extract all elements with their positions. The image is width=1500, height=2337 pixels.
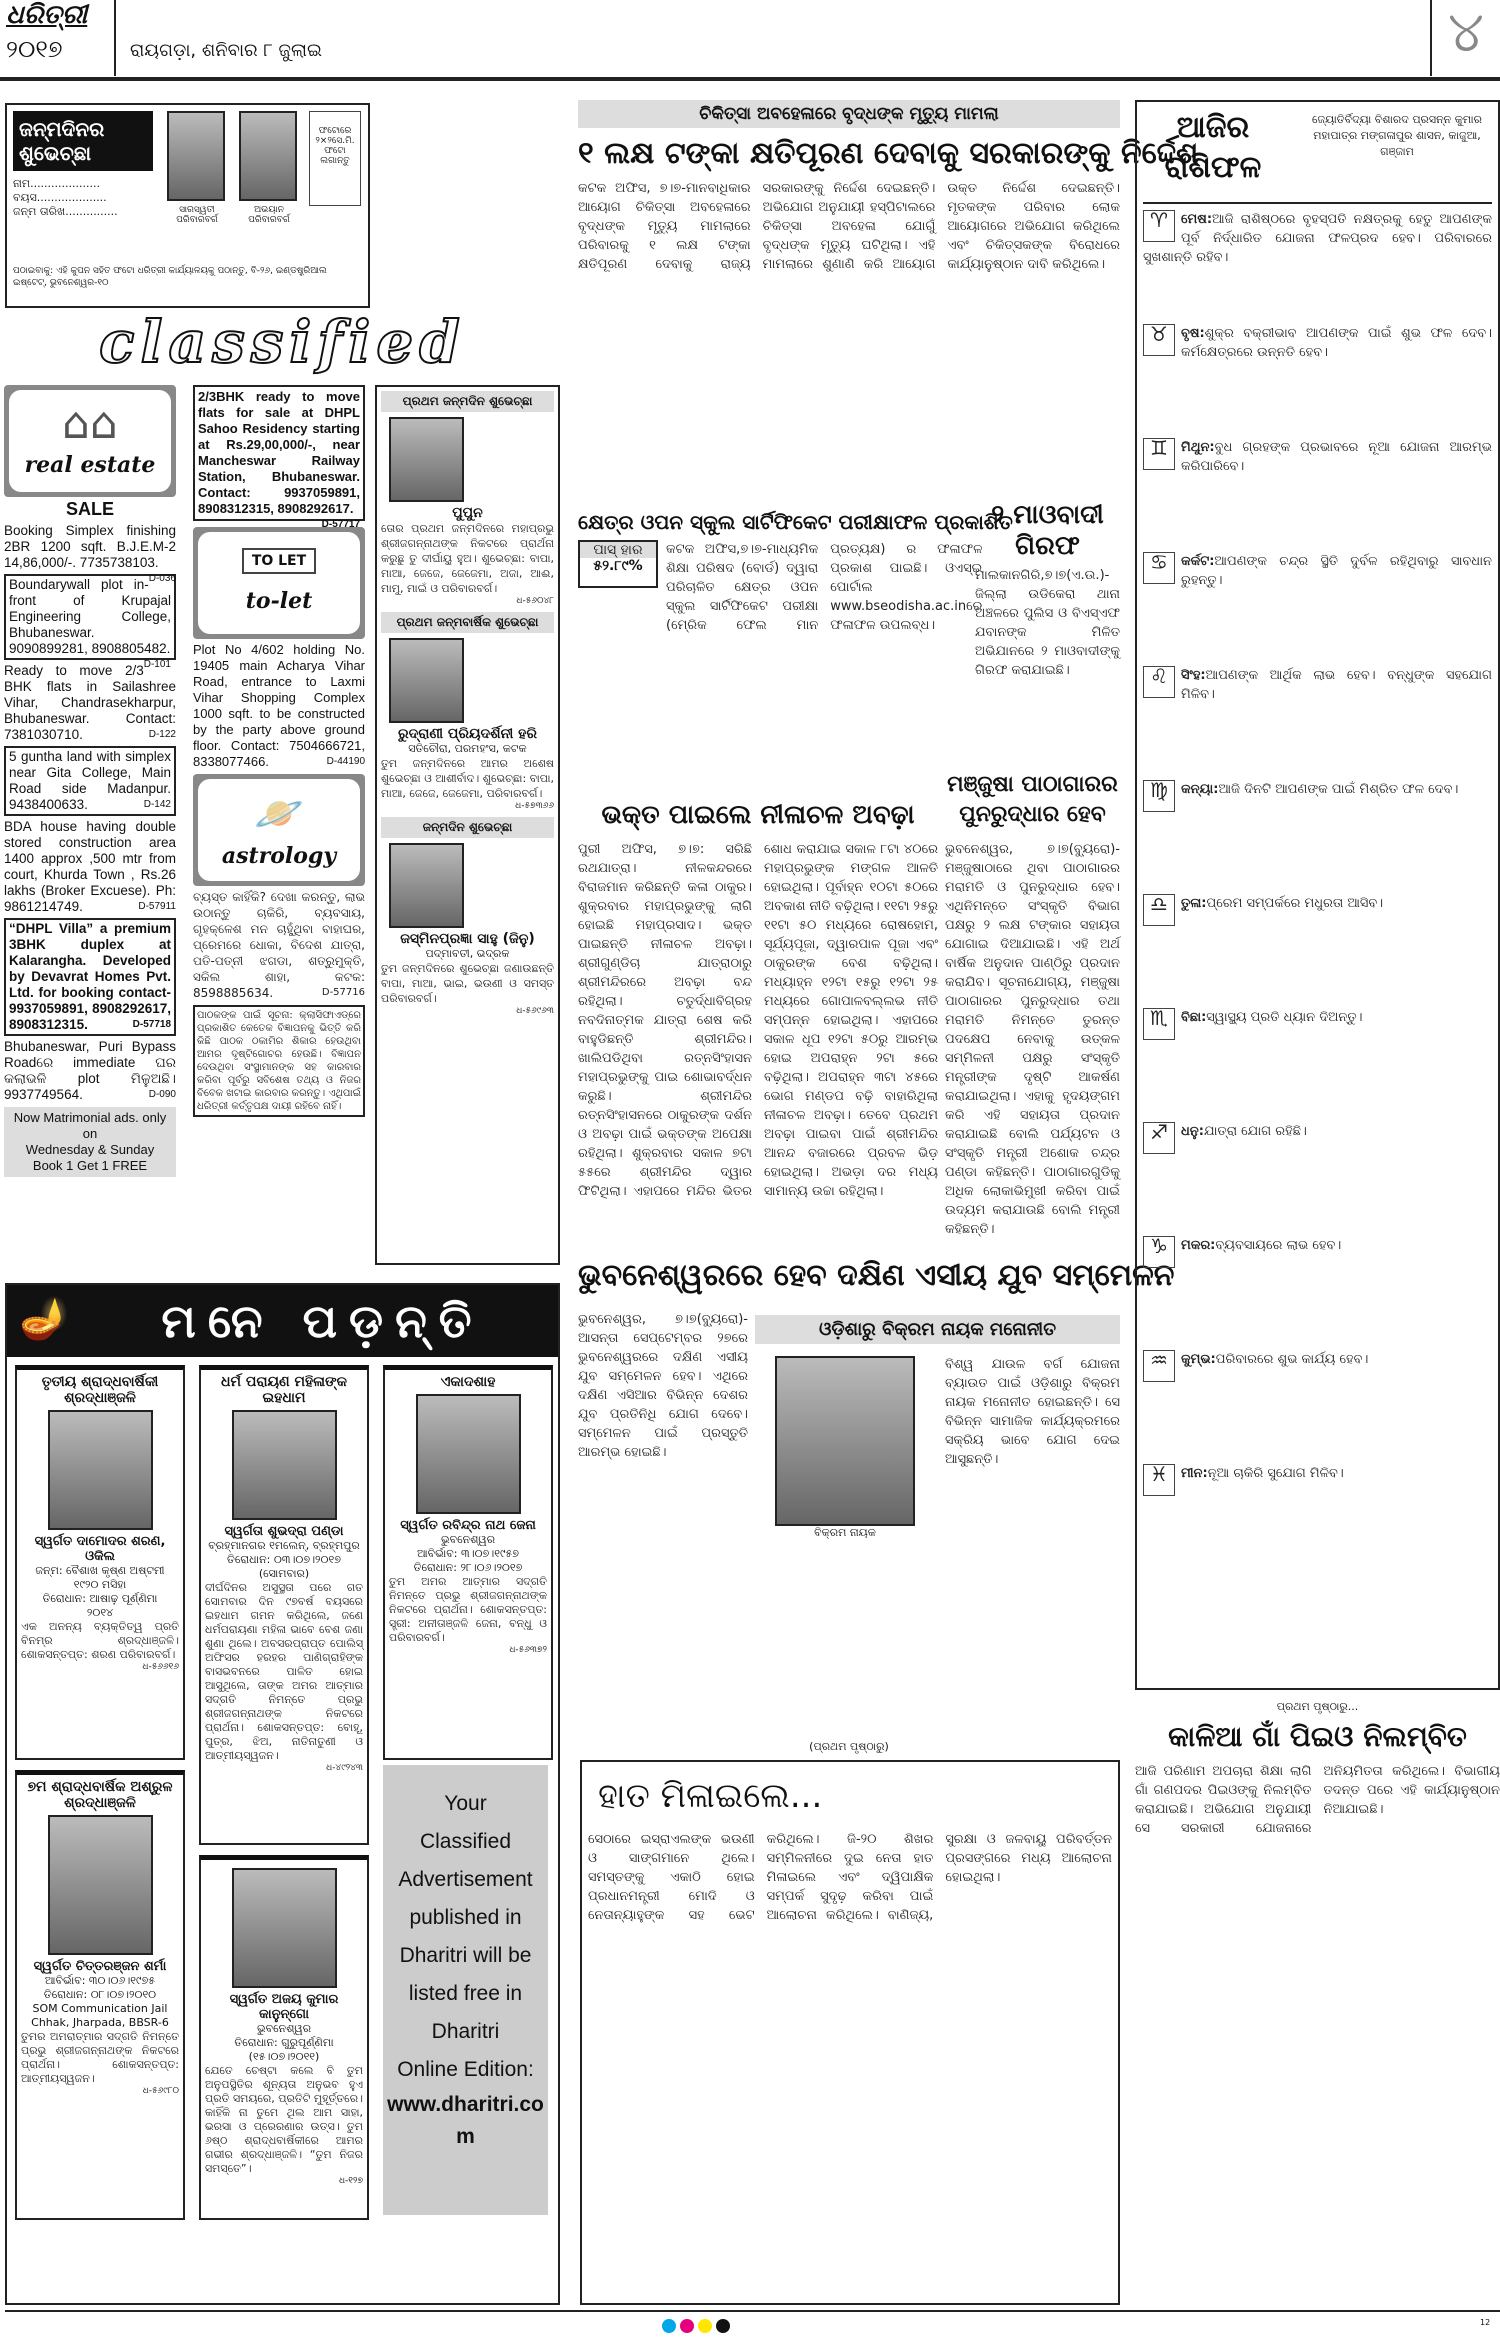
- story-body: କଟକ ଅଫିସ, ୭।୭-ମାନବାଧିକାର ଆୟୋଗ ଚିକିତ୍ସା ଅବହେଳାରେ ବୃଦ୍ଧଙ୍କ ମୃତ୍ୟୁ ମାମଲାରେ ପରିବାରକୁ ୧ ଲକ୍ଷ ଟଙ୍କା କ୍ଷତିପୂରଣ ଦେବାକୁ ରାଜ୍ୟ ସରକାରଙ୍କୁ ନିର୍ଦ୍ଦେଶ ଦେଇଛନ୍ତି। ଅଭିଯୋଗ ଅନୁଯାୟୀ ହସ୍ପିଟାଲରେ ଚିକିତ୍ସା ଅବହେଳା ଯୋଗୁଁ ବୃଦ୍ଧଙ୍କ ମୃତ୍ୟୁ ଘଟିଥିଲା। ଏହି ମାମଲାରେ ଶୁଣାଣି କରି ଆୟୋଗ ଉକ୍ତ ନିର୍ଦ୍ଦେଶ ଦେଇଛନ୍ତି। ମୃତକଙ୍କ ପରିବାର ଲୋକ ଆୟୋଗରେ ଅଭିଯୋଗ କରିଥିଲେ ଏବଂ ଚିକିତ୍ସକଙ୍କ ବିରୋଧରେ କାର୍ଯ୍ୟାନୁଷ୍ଠାନ ଦାବି କରିଥିଲେ।: [578, 181, 1120, 272]
- greeting-place: ସତିଚୌରା, ପରମହଂସ, କଟକ: [408, 742, 527, 755]
- rashi-entry: [1143, 1122, 1492, 1222]
- memorial-text: ଏକ ଅନନ୍ୟ ବ୍ୟକ୍ତିତ୍ୱ ପ୍ରତି ବିନମ୍ର ଶ୍ରଦ୍ଧାଞ୍ଜଳି। ଶୋକସନ୍ତପ୍ତ: ଶରଣ ପରିବାରବର୍ଗ।: [21, 1620, 179, 1661]
- memorial-line: ତିରୋଧାନ: ୨୮।୦୬।୨୦୧୭: [413, 1561, 523, 1574]
- story-kicker: ଚିକିତ୍ସା ଅବହେଳାରେ ବୃଦ୍ଧଙ୍କ ମୃତ୍ୟୁ ମାମଲା: [578, 100, 1120, 128]
- note-line: Wednesday & Sunday: [25, 1142, 155, 1157]
- story-body: ଭୁବନେଶ୍ୱର, ୭।୭(ବ୍ୟୁରୋ)- ଆସନ୍ତା ସେପ୍ଟେମ୍ବର ୨୭ରେ ଭୁବନେଶ୍ୱରରେ ଦକ୍ଷିଣ ଏସୀୟ ଯୁବ ସମ୍ମେଳନ ହେବ। ଏଥିରେ ଦକ୍ଷିଣ ଏସିଆର ବିଭିନ୍ନ ଦେଶର ଯୁବ ପ୍ରତିନିଧି ଯୋଗ ଦେବେ। ସମ୍ମେଳନ ପାଇଁ ପ୍ରସ୍ତୁତି ଆରମ୍ଭ ହୋଇଛି।: [578, 1312, 748, 1460]
- planet-icon: 🪐: [254, 791, 304, 837]
- zodiac-text: ପ୍ରେମ ସମ୍ପର୍କରେ ମଧୁରତା ଆସିବ।: [1206, 896, 1384, 911]
- real-estate-tile: [4, 385, 176, 497]
- zodiac-name: ବିଛା:: [1181, 1010, 1207, 1025]
- zodiac-name: ମିଥୁନ:: [1181, 440, 1215, 455]
- memorial-line: (୧୫।୦୭।୨୦୧୧): [248, 2050, 320, 2063]
- greeting-text: ତୁମ ଜନ୍ମଦିନରେ ଶୁଭେଚ୍ଛା ଜଣାଉଛନ୍ତି ବାପା, ମାଆ, ଭାଇ, ଭଉଣୀ ଓ ସମସ୍ତ ପରିବାରବର୍ଗ।: [381, 962, 554, 1005]
- masthead-logo: ଧରିତ୍ରୀ: [6, 0, 88, 30]
- zodiac-icon: ♎: [1143, 894, 1175, 926]
- memorial-name: ସ୍ୱର୍ଗତ ଅଜୟ କୁମାର କାନୁନ୍‌ଗୋ: [229, 1992, 339, 2022]
- real-estate-label: real estate: [24, 452, 156, 478]
- portrait-photo: [232, 1410, 337, 1520]
- story-headline: ୧ ଲକ୍ଷ ଟଙ୍କା କ୍ଷତିପୂରଣ ଦେବାକୁ ସରକାରଙ୍କୁ ନିର୍ଦ୍ଦେଶ: [578, 136, 1199, 171]
- promo-line: Dharitri will be: [399, 1944, 532, 1967]
- nominee-story: [755, 1315, 1120, 1540]
- greeting-card: [381, 391, 554, 606]
- zodiac-name: ମେଷ:: [1181, 212, 1213, 227]
- ad-text: “DHPL Villa” a premium 3BHK duplex at Kalarangha. Developed by Devavrat Homes Pvt. Ltd. for booking contact- 9937059891, 8908292617, 8908312315.: [9, 921, 171, 1032]
- ad-code: ଧ-୫୭୩୬୬: [515, 801, 554, 811]
- classified-ad: [193, 889, 365, 1001]
- cyan-mark: [662, 2319, 676, 2333]
- ad-text: 2/3BHK ready to move flats for sale at DHPL Sahoo Residency starting at Rs.29,00,000/-, near Mancheswar Railway Station, Bhubaneswar. Contact: 9937059891, 8908312315, 8908292617.: [198, 389, 360, 516]
- story-headline: ଓଡ଼ିଶାରୁ ବିକ୍ରମ ନାୟକ ମନୋନୀତ: [755, 1315, 1120, 1344]
- yellow-mark: [698, 2319, 712, 2333]
- rashi-entry: [1143, 1008, 1492, 1108]
- portrait-photo: [48, 1815, 153, 1955]
- zodiac-icon: ♉: [1143, 324, 1175, 356]
- nominee-photo: [775, 1356, 915, 1526]
- memorial-text: ଯେତେ ଚେଷ୍ଟା କଲେ ବି ତୁମ ଅନୁପସ୍ଥିତିର ଶୂନ୍ୟତା ଅନୁଭବ ହୁଏ ପ୍ରତି ସମୟରେ, ପ୍ରତିଟି ମୁହୂର୍ତ୍ତରେ। କାହିଁକି ନା ତୁମେ ଥିଲ ଆମ ସାହା, ଭରସା ଓ ପ୍ରେରଣାର ଉତ୍ସ। ତୁମ ୬ଷ୍ଠ ଶ୍ରାଦ୍ଧବାର୍ଷିକୀରେ ଆମର ଗଭୀର ଶ୍ରଦ୍ଧାଞ୍ଜଳି। “ତୁମ ନିଜର ସମସ୍ତେ”।: [205, 2064, 363, 2175]
- classified-ad: [4, 746, 176, 816]
- memorial-line: ଆବିର୍ଭାବ: ୩୦।୦୬।୧୯୭୫: [44, 1974, 156, 1987]
- story-body: ଆଜି ପରିଣାମ ଅପଚାରା ଶିକ୍ଷା ଲାଗି ଗାଁ ଗଣପଦର ପିଇଓଙ୍କୁ ନିଲମ୍ବିତ କରାଯାଇଛି। ଅଭିଯୋଗ ଅନୁଯାୟୀ ସେ ସରକାରୀ ଯୋଜନାରେ ଅନିୟମିତତା କରିଥିଲେ। ବିଭାଗୀୟ ତଦନ୍ତ ପରେ ଏହି କାର୍ଯ୍ୟାନୁଷ୍ଠାନ ନିଆଯାଇଛି।: [1135, 1764, 1500, 1836]
- photo-label: ଅଭୟାନ ପରିବାରବର୍ଗ: [248, 205, 290, 225]
- ad-code: ଧ-୫୬୬୧୬: [142, 1662, 179, 1672]
- story-body: ମାଲକାନଗିରି,୭।୭(ଏ.ଉ.)- ଜିଲ୍ଲା ଉଡିକେରା ଥାନା ଅଞ୍ଚଳରେ ପୁଲିସ ଓ ବିଏସ୍ଏଫ ଯବାନଙ୍କ ମିଳିତ ଅଭିଯାନରେ ୨ ମାଓବାଦୀଙ୍କୁ ଗିରଫ କରାଯାଇଛି।: [975, 568, 1120, 678]
- zodiac-name: କୁମ୍ଭ:: [1181, 1352, 1216, 1367]
- to-let-sign-icon: TO LET: [242, 548, 316, 574]
- manjusha-story: [945, 770, 1120, 830]
- zodiac-name: ସିଂହ:: [1181, 668, 1206, 683]
- to-let-label: to-let: [245, 588, 313, 614]
- memorial-line: (ସୋମବାର): [258, 1567, 310, 1580]
- birthday-fields: [13, 177, 153, 219]
- mane-padanti: [5, 1283, 560, 2305]
- edition-year: ୨୦୧୭: [6, 35, 63, 63]
- memorial-line: ତିରୋଧାନ: ଗୁରୁପୂର୍ଣ୍ଣିମା: [234, 2036, 334, 2049]
- memorial-name: ସ୍ୱର୍ଗତ ଚିତ୍ତରଞ୍ଜନ ଶର୍ମା: [33, 1959, 167, 1974]
- greeting-card: [381, 817, 554, 1016]
- ad-code: ଧ-୫୬୩୭୨: [509, 1645, 547, 1655]
- classified-ad: [193, 642, 365, 770]
- memorial-line: ତିରୋଧାନ: ଆଷାଢ଼ ପୂର୍ଣ୍ଣିମା: [42, 1592, 158, 1605]
- banner-title: ମନେ ପଡ଼ନ୍ତି: [161, 1294, 484, 1348]
- rashi-entry: [1143, 780, 1492, 880]
- classified-ad: [193, 385, 365, 530]
- story-body: ସେଠାରେ ଇସ୍ରାଏଲଙ୍କ ଭଉଣୀ ଓ ସାଙ୍ଗମାନେ ଥିଲେ। ସମସ୍ତଙ୍କୁ ଏକାଠି ହୋଇ ପ୍ରଧାନମନ୍ତ୍ରୀ ମୋଦି ଓ ନେତାନ୍ୟାହୁଙ୍କ ସହ ଭେଟ କରିଥିଲେ। ଜି-୨୦ ଶିଖର ସମ୍ମିଳନୀରେ ଦୁଇ ନେତା ହାତ ମିଳାଇଲେ ଏବଂ ଦ୍ୱିପାକ୍ଷିକ ସମ୍ପର୍କ ସୁଦୃଢ଼ କରିବା ପାଇଁ ଆଲୋଚନା କରିଥିଲେ। ବାଣିଜ୍ୟ, ସୁରକ୍ଷା ଓ ଜଳବାୟୁ ପରିବର୍ତ୍ତନ ପ୍ରସଙ୍ଗରେ ମଧ୍ୟ ଆଲୋଚନା ହୋଇଥିଲା।: [588, 1832, 1112, 1923]
- zodiac-icon: ♓: [1143, 1464, 1175, 1496]
- birthday-title: ଜନ୍ମଦିନର ଶୁଭେଚ୍ଛା: [13, 111, 153, 171]
- child-photo: [389, 417, 464, 502]
- greeting-name: ରୁଦ୍ରାଣୀ ପ୍ରିୟଦର୍ଶିନୀ ହରି: [398, 726, 537, 742]
- reader-notice: ପାଠକଙ୍କ ପାଇଁ ସୂଚନା: କ୍ଲାସିଫାଏଡ୍‌ରେ ପ୍ରକାଶିତ କେତେକ ବିଜ୍ଞାପନକୁ ଭିତ୍ତି କରି କିଛି ପାଠକ ଠକାମିର ଶିକାର ହେଉଥିବା ଆମର ଦୃଷ୍ଟିଗୋଚର ହେଉଛି। ବିଜ୍ଞାପନ ଦେଉଥିବା ସଂସ୍ଥାମାନଙ୍କ ସହ କାରବାର କରିବା ପୂର୍ବରୁ ସବିଶେଷ ତଥ୍ୟ ଓ ନିଜର ବିବେକ ଖଟାଇ କାରବାର କରନ୍ତୁ। ଏଥିପାଇଁ ଧରିତ୍ରୀ କର୍ତ୍ତୃପକ୍ଷ ଦାୟୀ ରହିବେ ନାହିଁ।: [193, 1005, 365, 1117]
- rashi-entry: [1143, 894, 1492, 994]
- header-rule: [0, 77, 1500, 81]
- zodiac-text: ଯାତ୍ରା ଯୋଗ ରହିଛି।: [1203, 1124, 1307, 1139]
- promo-line: listed free in: [408, 1982, 523, 2005]
- memorial-card: [15, 1770, 185, 2220]
- story-body: ବିଶ୍ୱ ଯାଉଳ ବର୍ଗ ଯୋଜନା ବ୍ୟାଉତ ପାଇଁ ଓଡ଼ିଶାରୁ ବିକ୍ରମ ନାୟକ ମନୋନୀତ ହୋଇଛନ୍ତି। ସେ ବିଭିନ୍ନ ସାମାଜିକ କାର୍ଯ୍ୟକ୍ରମରେ ସକ୍ରିୟ ଭାବେ ଯୋଗ ଦେଇ ଆସୁଛନ୍ତି।: [945, 1357, 1120, 1467]
- footer-rule: [5, 2310, 1500, 2312]
- masthead: [6, 0, 116, 76]
- child-photo: [167, 111, 225, 201]
- story-headline: ହାତ ମିଳାଇଲେ...: [598, 1776, 823, 1816]
- memorial-card: [199, 1855, 369, 2220]
- ad-code: D-036: [148, 573, 176, 584]
- zodiac-name: ମକର:: [1181, 1238, 1216, 1253]
- greeting-title: ପ୍ରଥମ ଜନ୍ମଦିନ ଶୁଭେଚ୍ଛା: [381, 391, 554, 412]
- maoist-story: [975, 500, 1120, 766]
- birthday-coupon: [5, 103, 370, 308]
- kalia-story: [1135, 1720, 1500, 2302]
- memorial-name: ସ୍ୱର୍ଗତ ଦାମୋଦର ଶରଣ, ଓକିଲ: [34, 1534, 166, 1564]
- age-field: ବୟସ....................: [13, 191, 107, 204]
- page-number: ୪: [1430, 0, 1500, 76]
- memorial-line: ଜନ୍ମ: ବୈଶାଖ କୃଷ୍ଣ ଅଷ୍ଟମୀ: [35, 1564, 165, 1577]
- name-field: ନାମ....................: [13, 177, 101, 190]
- lamp-icon: 🪔: [19, 1296, 69, 1342]
- ad-text: Bhubaneswar, Puri Bypass Roadରେ immediate ଘର କଲାଭଳି plot ମିଳୁଅଛି। 9937749564.: [4, 1039, 176, 1102]
- portrait-photo: [416, 1394, 521, 1514]
- abadha-body: ପୁରୀ ଅଫିସ, ୭।୭: ସରିଛି ରଥଯାତ୍ରା। ନୀଳକନ୍ଦରରେ ବିରାଜମାନ କରିଛନ୍ତି କଳା ଠାକୁର। ଶୁକ୍ରବାର ମହାପ୍ରଭୁଙ୍କୁ ଲାଗି ହୋଇଛି ମହାପ୍ରସାଦ। ଭକ୍ତ ପାଇଛନ୍ତି ନୀଳାଚଳ ଅବଢ଼ା। ଶ୍ରୀଗୁଣ୍ଡିଚା ଯାତ୍ରାଠାରୁ ଶ୍ରୀମନ୍ଦିରରେ ଅବଢ଼ା ବନ୍ଦ ରହିଥିଲା। ଚତୁର୍ଦ୍ଧାବିଗ୍ରହ ନବଦିନାତ୍ମକ ଯାତ୍ରା ଶେଷ କରି ବାହୁଡିଛନ୍ତି ଶ୍ରୀମନ୍ଦିର। ଖାଲିପଡିଥିବା ରତ୍ନସିଂହାସନ ମହାପ୍ରଭୁଙ୍କୁ ପାଇ ଶୋଭାବର୍ଦ୍ଧନ କରୁଛି। ଶ୍ରୀମନ୍ଦିର ରତ୍ନସିଂହାସନରେ ଠାକୁରଙ୍କ ଦର୍ଶନ ଓ ଅବଢ଼ା ପାଇଁ ଭକ୍ତଙ୍କ ଅପେକ୍ଷା ରହିଥିଲା। ଶୁକ୍ରବାର ସକାଳ ୭ଟା ୫୫ରେ ଶ୍ରୀମନ୍ଦିର ଦ୍ୱାର ଫିଟିଥିଲା। ଏହାପରେ ମନ୍ଦିର ଭିତର ଶୋଧ କରାଯାଇ ସକାଳ ୮ଟା ୪୦ରେ ମହାପ୍ରଭୁଙ୍କ ମଙ୍ଗଳ ଆଳତି ହୋଇଥିଲା। ପୂର୍ବାହ୍ନ ୧୦ଟା ୫୦ରେ ଅବକାଶ ନୀତି ବଢ଼ିଥିଲା। ୧୧ଟା ୨୫ରୁ ୧୧ଟା ୫୦ ମଧ୍ୟରେ ରୋଷହୋମ, ସୂର୍ଯ୍ୟପୂଜା, ଦ୍ୱାରପାଳ ପୂଜା ଏବଂ ଠାକୁରଙ୍କ ବେଶ ବଢ଼ିଥିଲା। ମଧ୍ୟାହ୍ନ ୧୨ଟା ୧୫ରୁ ୧୨ଟା ୨୫ ମଧ୍ୟରେ ଗୋପାଳବଲ୍ଲଭ ନୀତି ସମ୍ପନ୍ନ ହୋଇଥିଲା। ଏହାପରେ ସକାଳ ଧୂପ ୧୨ଟା ୫୦ରୁ ଆରମ୍ଭ ହୋଇ ଅପରାହ୍ନ ୨ଟା ୫ରେ ବଢ଼ିଥିଲା। ଅପରାହ୍ନ ୩ଟା ୪୫ରେ ଭୋଗ ମଣ୍ଡପ ବଢ଼ି ବାହାରିଥିଲା ନୀଳାଚଳ ଅବଢ଼ା। ତେବେ ପ୍ରଥମ ଅବଢ଼ା ପାଇବା ପାଇଁ ଶ୍ରୀମନ୍ଦିର ଆନନ୍ଦ ବଜାରରେ ପ୍ରବଳ ଭିଡ଼ ହୋଇଥିଲା। ଅଭଡ଼ା ଦର ମଧ୍ୟ ସାମାନ୍ୟ ଉଚ୍ଚା ରହିଥିଲା।: [578, 842, 938, 1199]
- rashi-entry: [1143, 210, 1492, 310]
- ad-code: D-57716: [321, 987, 365, 998]
- memorial-text: ତୁମ ଅମର ଆତ୍ମାର ସଦ୍‌ଗତି ନିମନ୍ତେ ପ୍ରଭୁ ଶ୍ରୀଜଗନ୍ନାଥଙ୍କ ନିକଟରେ ପ୍ରାର୍ଥନା। ଶୋକସନ୍ତପ୍ତ: ସ୍ତ୍ରୀ: ଅନୀତାଞ୍ଜଳି ଜେନା, ବନ୍ଧୁ ଓ ପରିବାରବର୍ଗ।: [389, 1575, 547, 1644]
- memorial-line: ତିରୋଧାନ: ୦୮।୦୭।୨୦୧୦: [43, 1988, 157, 2001]
- zodiac-text: ବୁଧ ଗ୍ରହଙ୍କ ପ୍ରଭାବରେ ନୂଆ ଯୋଜନା ଆରମ୍ଭ କରିପାରିବେ।: [1181, 440, 1492, 474]
- zodiac-text: ନୂଆ ଚାକିରି ସୁଯୋଗ ମିଳିବ।: [1207, 1466, 1344, 1481]
- zodiac-text: ଶୁକ୍ର ବକ୍ରୀଭାବ ଆପଣଙ୍କ ପାଇଁ ଶୁଭ ଫଳ ଦେବ। କର୍ମକ୍ଷେତ୍ରରେ ଉନ୍ନତି ହେବ।: [1181, 326, 1492, 360]
- zodiac-icon: ♍: [1143, 780, 1175, 812]
- astrology-tile: [193, 774, 365, 886]
- rashi-entry: [1143, 1236, 1492, 1336]
- note-line: Now Matrimonial ads. only on: [13, 1110, 167, 1141]
- rashifal: [1135, 100, 1500, 1690]
- story-body: ଭୁବନେଶ୍ୱର, ୭।୭(ବ୍ୟୁରୋ)- ମଞ୍ଜୁଷାଠାରେ ଥିବା ପାଠାଗାରର ମରାମତି ଓ ପୁନରୁଦ୍ଧାର ହେବ। ଏଥିନିମନ୍ତେ ସଂସ୍କୃତି ବିଭାଗ ପକ୍ଷରୁ ୨ ଲକ୍ଷ ଟଙ୍କାର ସହାୟତା ଯୋଗାଇ ଦିଆଯାଇଛି। ଏହି ଅର୍ଥ ବାର୍ଷିକ ଅନୁଦାନ ପାଣ୍ଠିରୁ ପ୍ରଦାନ କରାଯିବ। ସୂଚନାଯୋଗ୍ୟ, ମଞ୍ଜୁଷା ପାଠାଗାରର ପୁନରୁଦ୍ଧାର ତଥା ମରାମତି ନିମନ୍ତେ ତୁରନ୍ତ ପଦକ୍ଷେପ ନେବାକୁ ଉତ୍କଳ ସମ୍ମିଳନୀ ପକ୍ଷରୁ ସଂସ୍କୃତି ମନ୍ତ୍ରୀଙ୍କ ଦୃଷ୍ଟି ଆକର୍ଷଣ କରାଯାଇଥିଲା। ଏହାକୁ ହୃଦୟଙ୍ଗମ କରି ଏହି ସହାୟତା ପ୍ରଦାନ କରାଯାଇଛି ବୋଲି ପର୍ଯ୍ୟଟନ ଓ ସଂସ୍କୃତି ମନ୍ତ୍ରୀ ଅଶୋକ ଚନ୍ଦ୍ର ପଣ୍ଡା କହିଛନ୍ତି। ପାଠାଗାରଗୁଡିକୁ ଅଧିକ ଲୋକାଭିମୁଖୀ କରିବା ପାଇଁ ଉଦ୍ୟମ କରାଯାଉଛି ବୋଲି ମନ୍ତ୍ରୀ କହିଛନ୍ତି।: [945, 842, 1120, 1237]
- ad-code: ଧ-୪୯୨୪୩: [326, 1763, 363, 1773]
- ad-text: BDA house having double stored construction area 1400 approx ,500 mtr from court, Khurda Town , Rs.26 lakhs (Broker Excuese). Ph: 9861214749.: [4, 819, 176, 914]
- ad-text: Plot No 4/602 holding No. 19405 main Acharya Vihar Road, entrance to Laxmi Vihar Shopping Complex 1000 sqft. to be constructed by the party above ground floor. Contact: 7504666721, 8338077466.: [193, 642, 365, 769]
- zodiac-icon: ♊: [1143, 438, 1175, 470]
- promo-url[interactable]: www.dharitri.com: [387, 2093, 544, 2148]
- photo-label: ସାରସ୍ୱତୀ ପରିବାରବର୍ଗ: [176, 205, 218, 225]
- ad-text: Ready to move 2/3 BHK flats in Sailashree Vihar, Chandrasekharpur, Bhubaneswar. Contact: 7381030710.: [4, 663, 176, 742]
- rashi-entry: [1143, 1464, 1492, 1564]
- rashifal-author: ଜ୍ୟୋତିର୍ବିଦ୍ୟା ବିଶାରଦ ପ୍ରସନ୍ନ କୁମାର ମହାପାତ୍ର ମଙ୍ଗଳାପୁର ଶାସନ, କାଜୁଆ, ଗଞ୍ଜାମ: [1312, 113, 1482, 158]
- memorial-line: SOM Communication Jail Chhak, Jharpada, BBSR-6: [31, 2002, 169, 2029]
- zodiac-name: ବୃଷ:: [1181, 326, 1205, 341]
- memorial-line: ୧୯୨୦ ମସିହା: [73, 1578, 127, 1591]
- rashi-entry: [1143, 438, 1492, 538]
- zodiac-text: ଆପଣଙ୍କ ଆର୍ଥିକ ଲାଭ ହେବ। ବନ୍ଧୁଙ୍କ ସହଯୋଗ ମିଳିବ।: [1181, 668, 1492, 702]
- ad-code: D-090: [148, 1089, 176, 1100]
- greeting-card: [381, 612, 554, 811]
- memorial-line: ତିରୋଧାନ: ୦୩।୦୭।୨୦୧୭: [227, 1553, 341, 1566]
- memorial-name: ସ୍ୱର୍ଗତ ରବିନ୍ଦ୍ର ନାଥ ଜେନା: [400, 1518, 536, 1533]
- zodiac-icon: ♏: [1143, 1008, 1175, 1040]
- exam-story: [578, 510, 1013, 770]
- to-let-tile: [193, 527, 365, 639]
- child-photo: [389, 638, 464, 723]
- rashi-entry: [1143, 552, 1492, 652]
- rashi-entry: [1143, 324, 1492, 424]
- memorial-text: ତୁମର ଅମରାତ୍ମାର ସଦ୍‌ଗତି ନିମନ୍ତେ ପ୍ରଭୁ ଶ୍ରୀଜଗନ୍ନାଥଙ୍କ ନିକଟରେ ପ୍ରାର୍ଥନା। ଶୋକସନ୍ତପ୍ତ: ଆତ୍ମୀୟସ୍ୱଜନ।: [21, 2030, 179, 2085]
- ad-code: D-57718: [132, 1019, 171, 1030]
- memorial-line: ଭୁବନେଶ୍ୱର: [440, 1533, 496, 1546]
- registration-marks: [660, 2318, 732, 2337]
- black-mark: [716, 2319, 730, 2333]
- ad-code: D-44190: [326, 756, 365, 767]
- ad-code: ଧ-୫୬୦୪୮: [516, 596, 554, 606]
- promo-line: Classified: [419, 1830, 512, 1853]
- memorial-card: [383, 1365, 553, 1760]
- zodiac-name: ମୀନ:: [1181, 1466, 1208, 1481]
- dob-field: ଜନ୍ମ ତାରିଖ...............: [13, 205, 118, 218]
- greeting-place: ପଦ୍ମାବତୀ, ଭଦ୍ରକ: [425, 947, 510, 960]
- memorial-line: ବ୍ରହ୍ମାନଗର ୧ମଲେନ୍, ବ୍ରହ୍ମପୁର: [208, 1539, 360, 1552]
- promo-line: Advertisement: [398, 1868, 533, 1891]
- memorial-title: ତୃତୀୟ ଶ୍ରାଦ୍ଧବାର୍ଷିକୀ ଶ୍ରଦ୍ଧାଞ୍ଜଳି: [41, 1374, 159, 1406]
- story-headline: କ୍ଷେତ୍ର ଓପନ ସ୍କୁଲ ସାର୍ଟିଫିକେଟ ପରୀକ୍ଷାଫଳ ପ୍ରକାଶିତ: [578, 510, 1013, 534]
- page-marker: 12: [1480, 2318, 1491, 2327]
- memorial-title: ୭ମ ଶ୍ରାଦ୍ଧବାର୍ଷିକ ଅଶ୍ରୁଳ ଶ୍ରଦ୍ଧାଞ୍ଜଳି: [27, 1779, 173, 1811]
- greeting-text: ତୁମ ଜନ୍ମଦିନରେ ଆମର ଅଶେଷ ଶୁଭେଚ୍ଛା ଓ ଆଶୀର୍ବାଦ। ଶୁଭେଚ୍ଛା: ବାପା, ମାଆ, ଜେଜେ, ଜେଜେମା, ପରିବାରବର୍ଗ।: [381, 757, 554, 800]
- ad-code: ଧ-୧୨୭: [338, 2176, 363, 2186]
- ad-text: Boundarywall plot in-front of Krupajal Engineering College, Bhubaneswar. 9090899281, 8908805482.: [9, 577, 171, 656]
- portrait-photo: [48, 1410, 153, 1530]
- zodiac-text: ଆଜି ରାଶିଷ୍ଠରେ ବୃହସ୍ପତି ନକ୍ଷତ୍ରକୁ ହେତୁ ଆପଣଙ୍କ ପୂର୍ବ ନିର୍ଦ୍ଧାରିତ ଯୋଜନା ଫଳପ୍ରଦ ହେବ। ପରିବାରରେ ସୁଖଶାନ୍ତି ରହିବ।: [1143, 212, 1492, 265]
- zodiac-text: ବ୍ୟବସାୟରେ ଲାଭ ହେବ।: [1215, 1238, 1342, 1253]
- ad-code: D-142: [143, 799, 171, 810]
- classified-ad: [4, 523, 176, 584]
- zodiac-text: ଆଜି ଦିନଟି ଆପଣଙ୍କ ପାଇଁ ମିଶ୍ରିତ ଫଳ ଦେବ।: [1218, 782, 1459, 797]
- ad-code: D-57717: [321, 519, 360, 530]
- zodiac-icon: ♌: [1143, 666, 1175, 698]
- astrology-label: astrology: [221, 843, 337, 869]
- zodiac-name: କର୍କଟ:: [1181, 554, 1215, 569]
- abadha-story: [578, 800, 938, 831]
- memorial-line: ୨୦୧୪: [86, 1606, 114, 1619]
- memorial-title: ଧର୍ମ ପରାୟଣ ମହିଳାଙ୍କ ଇହଧାମ: [221, 1374, 347, 1406]
- zodiac-icon: ♒: [1143, 1350, 1175, 1382]
- note-line: Book 1 Get 1 FREE: [32, 1158, 148, 1173]
- classified-promo: [383, 1765, 548, 2215]
- story-headline: ଭକ୍ତ ପାଇଲେ ନୀଳାଚଳ ଅବଢ଼ା: [601, 800, 915, 830]
- memorial-card: [199, 1365, 369, 1845]
- greeting-title: ଜନ୍ମଦିନ ଶୁଭେଚ୍ଛା: [381, 817, 554, 838]
- rashifal-title: ଆଜିର ରାଶିଫଳ: [1164, 110, 1262, 185]
- hand-story: [580, 1760, 1120, 2305]
- ad-code: D-122: [148, 729, 176, 740]
- pass-rate-badge: [578, 540, 658, 588]
- ad-code: ଧ-୫୬୯୬୩: [516, 1006, 554, 1016]
- ad-text: 5 guntha land with simplex near Gita College, Main Road side Madanpur. 9438400633.: [9, 749, 171, 812]
- story-headline: କାଳିଆ ଗାଁ ପିଇଓ ନିଲମ୍ବିତ: [1168, 1720, 1467, 1753]
- greeting-title: ପ୍ରଥମ ଜନ୍ମବାର୍ଷିକ ଶୁଭେଚ୍ଛା: [381, 612, 554, 633]
- greeting-text: ତୋର ପ୍ରଥମ ଜନ୍ମଦିନରେ ମହାପ୍ରଭୁ ଶ୍ରୀଜଗନ୍ନାଥଙ୍କ ନିକଟରେ ପ୍ରାର୍ଥନା କରୁଛୁ ତୁ ଦୀର୍ଘାୟୁ ହୁଅ। ଶୁଭେଚ୍ଛା: ବାପା, ମାଆ, ଜେଜେ, ଜେଜେମା, ଅଜା, ଆଈ, ମାମୁ, ମାଇଁ ଓ ପରିବାରବର୍ଗ।: [381, 522, 554, 595]
- zodiac-text: ପରିବାରରେ ଶୁଭ କାର୍ଯ୍ୟ ହେବ।: [1215, 1352, 1369, 1367]
- ad-code: D-101: [143, 659, 171, 670]
- memorial-line: ଆବିର୍ଭାବ: ୩।୦୭।୧୯୫୭: [416, 1547, 520, 1560]
- classified-col-2: [193, 385, 365, 1117]
- greetings-column: [375, 385, 560, 1265]
- memorial-text: ଦୀର୍ଘଦିନର ଅସୁସ୍ଥତା ପରେ ଗତ ସୋମବାର ଦିନ ୯୭ବର୍ଷ ବୟସରେ ଇହଧାମ ଗମନ କରିଥିଲେ, ଜଣେ ଧର୍ମପରାୟଣା ମହିଳା ଭାବେ ବେଶ ଜଣା ଶୁଣା ଥିଲେ। ଅବସରପ୍ରାପ୍ତ ପୋଲିସ୍ ଅଫିସର ହରହର ପାଣିଗ୍ରାହିଙ୍କ ବାସଭବନରେ ପାଳିତ ହୋଇ ଆସୁଥିଲେ, ତାଙ୍କ ଅମର ଆତ୍ମାର ସଦ୍‌ଗତି ନିମନ୍ତେ ପ୍ରଭୁ ଶ୍ରୀଜଗନ୍ନାଥଙ୍କ ନିକଟରେ ପ୍ରାର୍ଥନା। ଶୋକସନ୍ତପ୍ତ: ବୋହୂ, ପୁତ୍ର, ଝିଅ, ନାତିନାତୁଣୀ ଓ ଆତ୍ମୀୟସ୍ୱଜନ।: [205, 1581, 363, 1762]
- zodiac-name: କନ୍ୟା:: [1181, 782, 1219, 797]
- memorial-line: ଭୁବନେଶ୍ୱର: [256, 2022, 312, 2035]
- greeting-name: ଜସ୍ମିନପ୍ରଜ୍ଞା ସାହୁ (ଜିନୁ): [400, 931, 535, 947]
- child-photo: [239, 111, 297, 201]
- zodiac-name: ଧନୁ:: [1181, 1124, 1204, 1139]
- classified-banner: classified: [99, 308, 466, 376]
- continued-label: ପ୍ରଥମ ପୃଷ୍ଠାରୁ...: [1276, 1700, 1359, 1713]
- photo-caption: ବିକ୍ରମ ନାୟକ: [814, 1526, 876, 1539]
- rashi-entry: [1143, 1350, 1492, 1450]
- zodiac-icon: ♈: [1143, 210, 1175, 242]
- rashi-entry: [1143, 666, 1492, 766]
- child-photo: [389, 843, 464, 928]
- ad-text: ବ୍ୟସ୍ତ କାହିଁକି? ଦେଖା କରନ୍ତୁ, ଲାଭ ଉଠାନ୍ତୁ ଚାକିରି, ବ୍ୟବସାୟ, ଗୃହକ୍ଳେଶ ମନ ଚାହୁଁଥିବା ବାହାଘର, ପ୍ରେମରେ ଧୋକା, ବିଦେଶ ଯାତ୍ରା, ପତି-ପତ୍ନୀ ଝଗଡା, ଶତ୍ରୁମୁକ୍ତି, ସକିଲ ଶାହା, କଟକ: 8598885634.: [193, 890, 365, 1000]
- classified-ad: [4, 663, 176, 743]
- zodiac-name: ତୁଳା:: [1181, 896, 1207, 911]
- dateline: ରାୟଗଡ଼ା, ଶନିବାର ୮ ଜୁଲାଇ: [130, 40, 322, 61]
- classified-ad: [4, 819, 176, 915]
- classified-col-1: [4, 385, 176, 1177]
- photo-size-note: ଫଟୋରେ ୨×୨ସେ.ମି. ଫଟୋ ଲଗାନ୍ତୁ: [309, 111, 361, 206]
- continued-label: (ପ୍ରଥମ ପୃଷ୍ଠାରୁ): [809, 1740, 889, 1753]
- pass-rate: ୫୨.୮୯%: [593, 558, 643, 574]
- memorial-title: ଏକାଦଶାହ: [440, 1374, 496, 1390]
- zodiac-text: ଆପଣଙ୍କ ଚନ୍ଦ୍ର ସ୍ଥିତି ଦୁର୍ବଳ ରହିଥିବାରୁ ସାବଧାନ ରୁହନ୍ତୁ।: [1181, 554, 1492, 588]
- pass-label: ପାସ୍ ହାର: [580, 542, 656, 558]
- promo-line: Your: [444, 1792, 487, 1815]
- ad-code: D-57911: [138, 901, 176, 912]
- promo-line: published in: [409, 1906, 522, 1929]
- house-icon: ⌂⌂: [62, 398, 118, 449]
- mane-padanti-banner: [7, 1285, 558, 1357]
- ad-code: ଧ-୫୬୯୮୦: [142, 2086, 179, 2096]
- story-headline: ଭୁବନେଶ୍ୱରରେ ହେବ ଦକ୍ଷିଣ ଏସୀୟ ଯୁବ ସମ୍ମେଳନ: [578, 1258, 1175, 1293]
- story-headline: ମଞ୍ଜୁଷା ପାଠାଗାରର ପୁନରୁଦ୍ଧାର ହେବ: [947, 772, 1118, 827]
- zodiac-icon: ♋: [1143, 552, 1175, 584]
- classified-ad: [4, 1039, 176, 1103]
- zodiac-text: ସ୍ୱାସ୍ଥ୍ୟ ପ୍ରତି ଧ୍ୟାନ ଦିଅନ୍ତୁ।: [1206, 1010, 1363, 1025]
- classified-ad: [4, 918, 176, 1036]
- story-headline: ୨ ମାଓବାଦୀ ଗିରଫ: [991, 500, 1104, 561]
- ad-text: Booking Simplex finishing 2BR 1200 sqft. B.J.E.M-2 14,86,000/-. 7735738103.: [4, 523, 176, 570]
- portrait-photo: [232, 1868, 337, 1988]
- magenta-mark: [680, 2319, 694, 2333]
- greeting-name: ପୁପୁନ: [452, 505, 483, 521]
- matrimonial-note: [4, 1107, 176, 1177]
- memorial-card: [15, 1365, 185, 1760]
- promo-line: Online Edition:: [397, 2058, 534, 2081]
- story-body: କଟକ ଅଫିସ,୭।୭-ମାଧ୍ୟମିକ ଶିକ୍ଷା ପରିଷଦ (ବୋର୍ଡ) ଦ୍ୱାରା ପରିଚାଳିତ କ୍ଷେତ୍ର ଓପନ ସ୍କୁଲ ସାର୍ଟିଫିକେଟ ପରୀକ୍ଷା (ମେ୍ରିକ ଫେଲ ମାନ ପ୍ରତ୍ୟକ୍ଷ) ର ଫଳାଫଳ ପ୍ରକାଶ ପାଇଛି। ଓଏସ୍ଇ ପୋର୍ଟାଲ www.bseodisha.ac.inରେ ଫଳାଫଳ ଉପଲବ୍ଧ।: [666, 542, 983, 633]
- birthday-footer: ପଠାଇବାକୁ: ଏହି କୁପନ ସହିତ ଫଟୋ ଧରିତ୍ରୀ କାର୍ଯ୍ୟାଳୟକୁ ପଠାନ୍ତୁ, ବି-୨୬, ଇଣ୍ଡଷ୍ଟ୍ରିଆଲ ଇଷ୍ଟେଟ୍, ଭୁବନେଶ୍ୱର-୧୦: [13, 266, 327, 288]
- zodiac-icon: ♐: [1143, 1122, 1175, 1154]
- sale-heading: SALE: [65, 499, 114, 519]
- memorial-name: ସ୍ୱର୍ଗତା ଶୁଭଦ୍ରା ପଣ୍ଡା: [224, 1524, 344, 1539]
- zodiac-icon: ♑: [1143, 1236, 1175, 1268]
- promo-line: Dharitri: [431, 2020, 500, 2043]
